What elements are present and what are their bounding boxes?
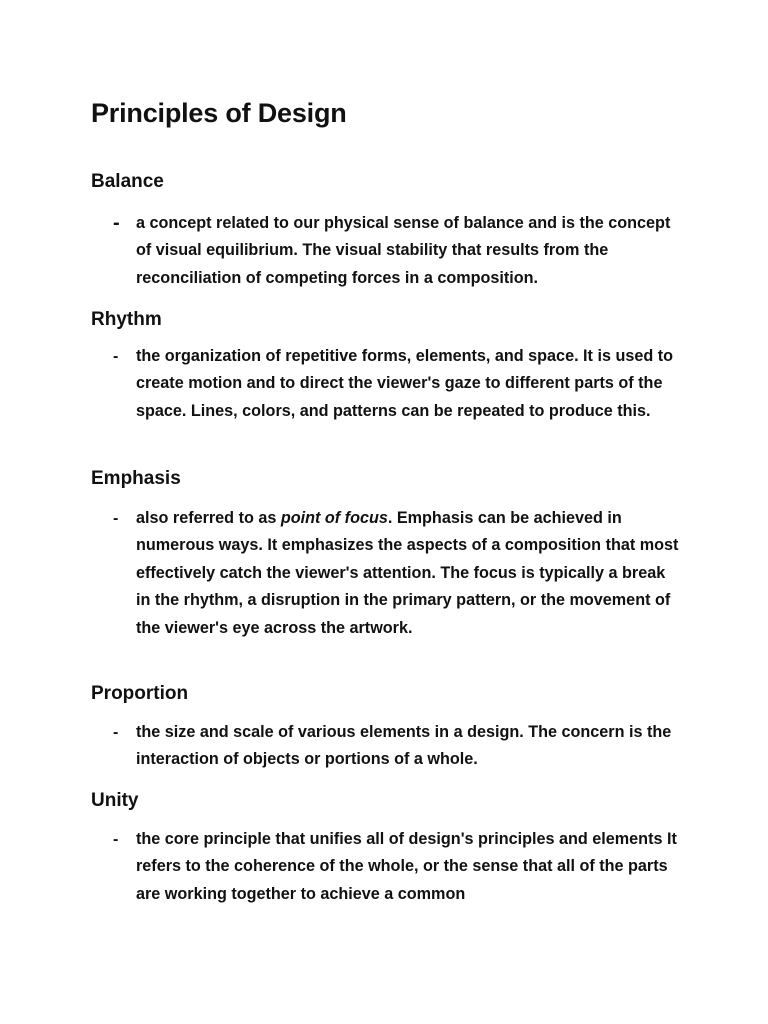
bullet-text-proportion: the size and scale of various elements in a design. The concern is the interaction of objects or portions of a whole. [136,723,672,769]
bullet-marker: - [113,724,119,741]
section-heading-unity: Unity [91,790,139,811]
bullet-text-unity: the core principle that unifies all of design's principles and elements It refers to the coherence of the whole, or the sense that all of the parts are working together to achieve a common [136,830,677,903]
bullet-marker: - [113,831,119,848]
emphasis-text-before: also referred to as [136,509,281,527]
section-heading-proportion: Proportion [91,683,189,704]
document-title: Principles of Design [91,98,347,128]
bullet-rhythm [91,343,691,425]
bullet-marker: - [113,348,119,365]
bullet-text-rhythm: the organization of repetitive forms, elements, and space. It is used to create motion and to direct the viewer's gaze to different parts of the space. Lines, colors, and patterns can be repeated to produce this. [136,347,674,420]
section-heading-rhythm: Rhythm [91,309,162,330]
bullet-proportion [91,719,691,774]
bullet-marker: - [113,510,119,527]
bullet-emphasis [91,505,691,642]
bullet-marker: - [113,212,120,234]
emphasis-italic-term: point of focus [280,509,388,527]
bullet-unity [91,826,691,908]
emphasis-text-after: . Emphasis can be achieved in numerous ways. It emphasizes the aspects of a composition that most effectively catch the viewer's attention. The focus is typically a break in the rhythm, a disruption in the primary pattern, or the movement of the viewer's eye across the artwork. [136,509,679,637]
bullet-text-balance: a concept related to our physical sense of balance and is the concept of visual equilibrium. The visual stability that results from the reconciliation of competing forces in a composition. [136,214,671,287]
section-heading-balance: Balance [91,171,164,192]
section-heading-emphasis: Emphasis [91,468,181,489]
bullet-text-emphasis [136,505,681,642]
bullet-balance [91,210,691,292]
